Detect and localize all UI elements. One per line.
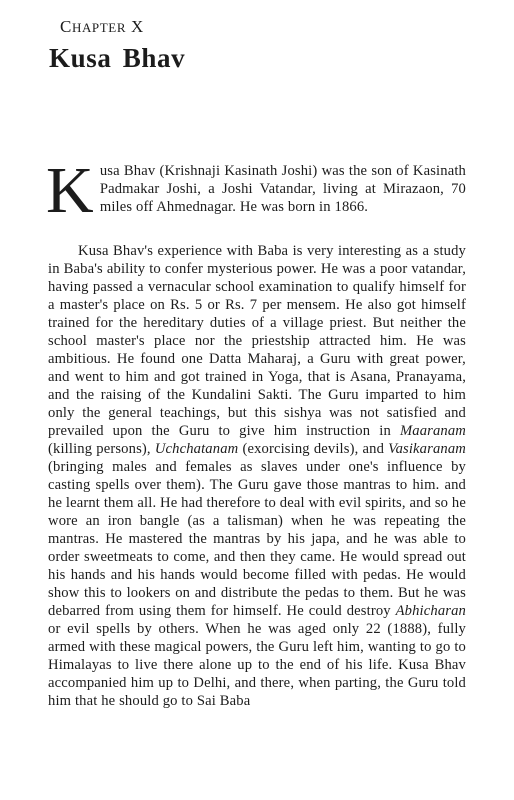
text-segment: (bringing males and females as slaves under one's influence by casting spells over them). The Guru gave those mantras to him. and he learnt them all. He had therefore to deal with evil spirits, and so he wore an iron bangle (as a talisman) when he was repeating the mantras. He mastered the mantras by his japa, and he was able to order sweetmeats to come, and then they came. He would spread out his hands and his hands would become filled with pedas. He would show this to lookers on and distribute the pedas to them. But he was debarred from using them for himself. He could destroy	[48, 459, 466, 619]
term-maaranam: Maaranam	[399, 423, 466, 439]
term-uchchatanam: Uchchatanam	[154, 441, 239, 457]
paragraph-body	[48, 242, 466, 710]
main-paragraph	[48, 242, 466, 710]
chapter-label-initial: C	[60, 17, 72, 36]
term-abhicharan: Abhicharan	[395, 603, 466, 619]
text-segment: or evil spells by others. When he was aged only 22 (1888), fully armed with these magical powers, the Guru left him, wanting to go to Himalayas to live there alone up to the end of his life. Kusa Bhav accompanied him up to Delhi, and there, when parting, the Guru told him that he should go to Sai Baba	[48, 621, 466, 709]
text-segment: Kusa Bhav's experience with Baba is very interesting as a study in Baba's ability to confer mysterious power. He was a poor vatandar, having passed a vernacular school examination to qualify himself for a master's place on Rs. 5 or Rs. 7 per mensem. He also got himself trained for the hereditary duties of a village priest. But neither the school master's place nor the priestship attracted him. He was ambitious. He found one Datta Maharaj, a Guru with great power, and went to him and got trained in Yoga, that is Asana, Pranayama, and the raising of the Kundalini Sakti. The Guru imparted to him only the general teachings, but this sishya was not satisfied and prevailed upon the Guru to give him instruction in	[48, 243, 466, 439]
text-segment: (exorcising devils), and	[238, 441, 389, 457]
chapter-title: Kusa Bhav	[49, 43, 186, 73]
intro-paragraph	[46, 154, 466, 227]
text-segment: (killing persons),	[48, 441, 155, 457]
chapter-label	[60, 17, 144, 38]
drop-cap: K	[46, 154, 94, 227]
intro-text: usa Bhav (Krishnaji Kasinath Joshi) was the son of Kasinath Padmakar Joshi, a Joshi Vatandar, living at Mirazaon, 70 miles off Ahmednagar. He was born in 1866.	[99, 163, 466, 215]
term-vasikaranam: Vasikaranam	[388, 441, 466, 457]
chapter-label-rest: HAPTER	[71, 20, 127, 35]
chapter-number: X	[130, 17, 144, 36]
